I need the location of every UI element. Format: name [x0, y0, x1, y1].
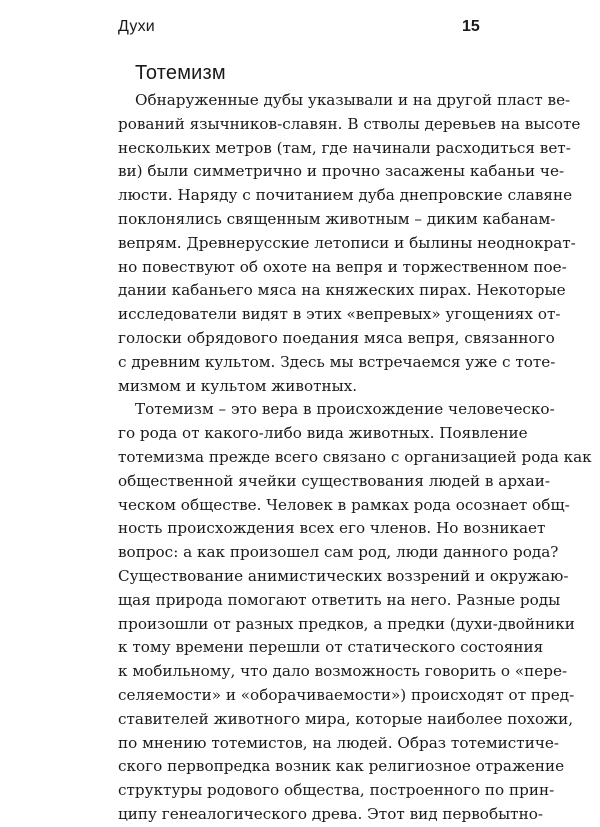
text-line: Существование анимистических воззрений и окружаю-	[118, 566, 569, 585]
text-line: к тому времени перешли от статического состояния	[118, 638, 544, 657]
paragraph	[118, 398, 592, 826]
text-line: селяемости» и «оборачиваемости») происходят от пред-	[118, 685, 575, 704]
text-line: поклонялись священным животным – диким кабанам-	[118, 209, 556, 228]
text-line: структуры родового общества, построенного по прин-	[118, 781, 555, 800]
text-line: рований язычников-славян. В стволы деревьев на высоте	[118, 114, 581, 133]
text-line: но повествуют об охоте на вепря и торжественном пое-	[118, 257, 567, 276]
text-line: Обнаруженные дубы указывали и на другой пласт ве-	[135, 91, 571, 109]
running-title: Духи	[118, 18, 155, 35]
text-line: вопрос: а как произошел сам род, люди данного рода?	[118, 543, 559, 562]
text-line: ви) были симметрично и прочно засажены кабаньи че-	[118, 162, 565, 181]
text-line: вепрям. Древнерусские летописи и былины неоднократ-	[118, 233, 576, 252]
page-number: 15	[462, 18, 480, 35]
paragraph	[118, 89, 581, 398]
section-heading: Тотемизм	[135, 62, 226, 84]
text-line: к мобильному, что дало возможность говорить о «пере-	[118, 662, 568, 681]
text-line: люсти. Наряду с почитанием дуба днепровские славяне	[118, 186, 573, 205]
text-line: го рода от какого-либо вида животных. Появление	[118, 424, 528, 443]
text-line: нескольких метров (там, где начинали расходиться вет-	[118, 138, 571, 157]
text-line: по мнению тотемистов, на людей. Образ тотемистиче-	[118, 733, 559, 752]
text-line: ческом обществе. Человек в рамках рода осознает общ-	[118, 495, 570, 514]
text-line: ского первопредка возник как религиозное отражение	[118, 757, 565, 776]
text-line: ность происхождения всех его членов. Но возникает	[118, 519, 546, 538]
text-line: общественной ячейки существования людей в архаи-	[118, 471, 550, 490]
text-line: исследователи видят в этих «вепревых» угощениях от-	[118, 305, 561, 324]
text-line: Тотемизм – это вера в происхождение человеческо-	[135, 400, 555, 419]
text-line: произошли от разных предков, а предки (духи-двойники	[118, 614, 575, 633]
body-text	[118, 89, 592, 827]
text-line: ставителей животного мира, которые наиболее похожи,	[118, 709, 574, 728]
text-line: щая природа помогают ответить на него. Разные роды	[118, 590, 561, 609]
text-line: с древним культом. Здесь мы встречаемся уже с тоте-	[118, 352, 556, 371]
text-line: ципу генеалогического древа. Этот вид первобытно-	[118, 804, 543, 823]
text-line: тотемизма прежде всего связано с организацией рода как	[118, 447, 592, 466]
text-line: мизмом и культом животных.	[118, 376, 358, 395]
text-line: дании кабаньего мяса на княжеских пирах. Некоторые	[118, 281, 566, 300]
text-line: голоски обрядового поедания мяса вепря, связанного	[118, 328, 555, 347]
